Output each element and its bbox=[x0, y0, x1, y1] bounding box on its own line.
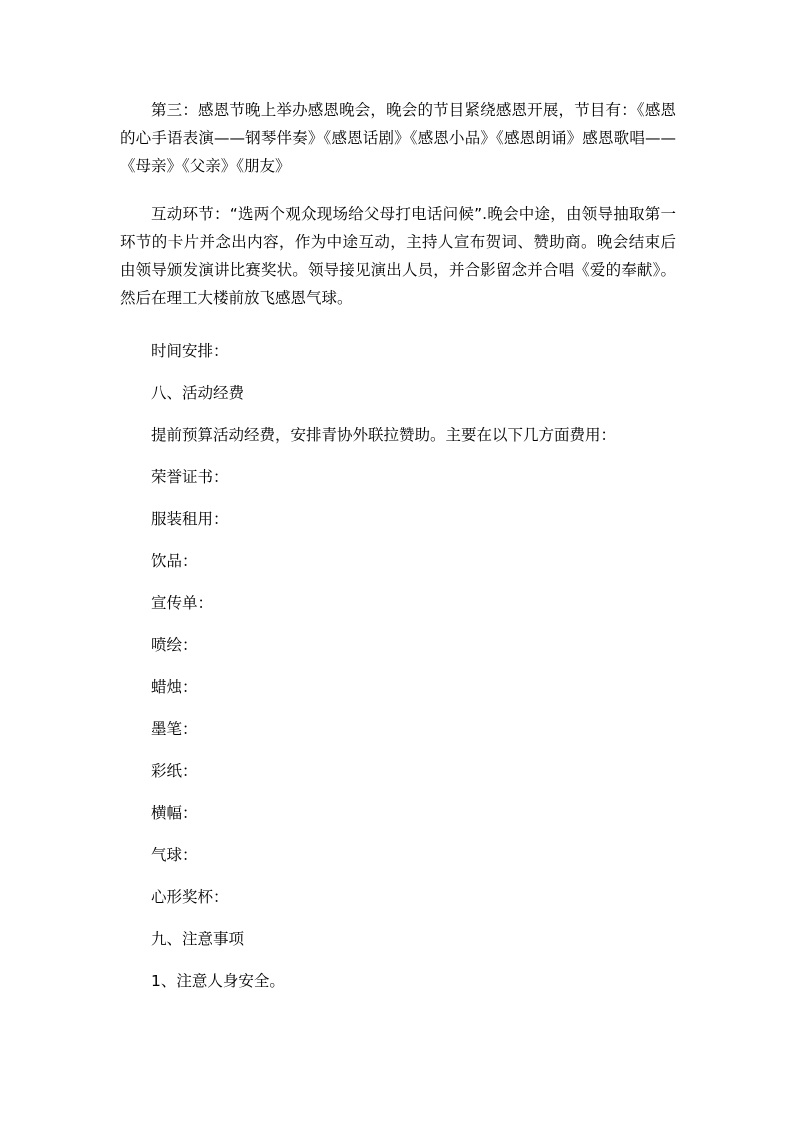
line-schedule: 时间安排： bbox=[151, 342, 229, 360]
line-safety-note: 1、注意人身安全。 bbox=[151, 972, 285, 990]
list-item: 心形奖杯： bbox=[151, 888, 229, 906]
list-item: 荣誉证书： bbox=[151, 468, 229, 486]
heading-notes: 九、注意事项 bbox=[151, 930, 245, 948]
list-item: 彩纸： bbox=[151, 762, 198, 780]
heading-budget: 八、活动经费 bbox=[151, 384, 245, 402]
list-item: 蜡烛： bbox=[151, 678, 198, 696]
list-item: 横幅： bbox=[151, 804, 198, 822]
line-budget-intro: 提前预算活动经费，安排青协外联拉赞助。主要在以下几方面费用： bbox=[151, 426, 617, 444]
list-item: 宣传单： bbox=[151, 594, 214, 612]
paragraph-interaction: 互动环节：“选两个观众现场给父母打电话问候”.晚会中途，由领导抽取第一环节的卡片并念出内容，作为中途互动，主持人宣布贺词、赞助商。晚会结束后由领导颁发演讲比赛奖状。领导接见演出人员，并合影留念并合唱《爱的奉献》。然后在理工大楼前放飞感恩气球。 bbox=[120, 205, 676, 307]
paragraph-program: 第三：感恩节晚上举办感恩晚会，晚会的节目紧绕感恩开展，节目有：《感恩的心手语表演——钢琴伴奏》《感恩话剧》《感恩小品》《感恩朗诵》感恩歌唱——《母亲》《父亲》《朋友》 bbox=[120, 101, 676, 175]
list-item: 服装租用： bbox=[151, 510, 229, 528]
list-item: 墨笔： bbox=[151, 720, 198, 738]
list-item: 气球： bbox=[151, 846, 198, 864]
list-item: 喷绘： bbox=[151, 636, 198, 654]
list-item: 饮品： bbox=[151, 552, 198, 570]
